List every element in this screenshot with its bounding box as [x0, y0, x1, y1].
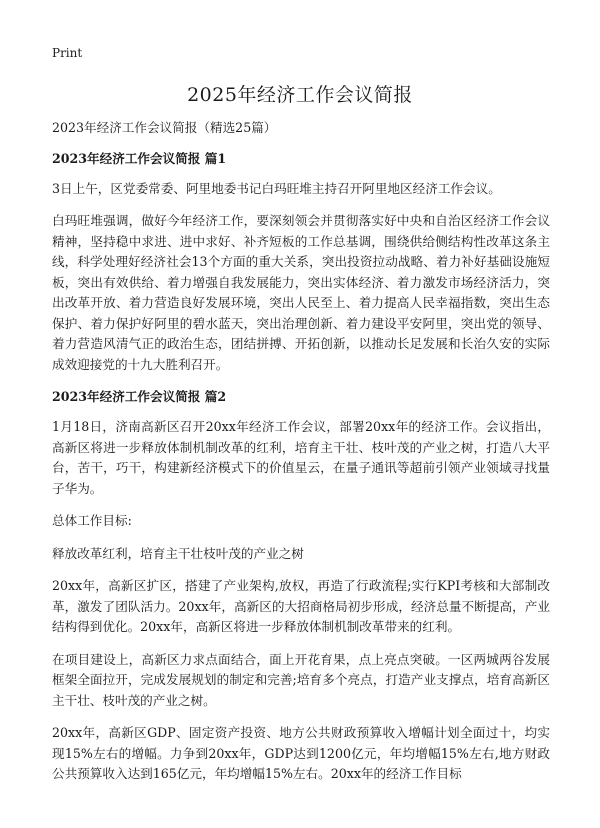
paragraph: 20xx年，高新区扩区，搭建了产业架构,放权，再造了行政流程;实行KPI考核和大部制改革，激发了团队活力。20xx年，高新区的大招商格局初步形成，经济总量不断提高，产业结构得到优化。20xx年，高新区将进一步释放体制机制改革带来的红利。 — [52, 578, 550, 634]
print-link[interactable]: Print — [52, 46, 83, 60]
paragraph: 20xx年，高新区GDP、固定资产投资、地方公共财政预算收入增幅计划全面过十，均实现15%左右的增幅。力争到20xx年，GDP达到1200亿元，年均增幅15%左右,地方财政公共预算收入达到165亿元，年均增幅15%左右。20xx年的经济工作目标 — [52, 725, 550, 781]
article-subtitle: 2023年经济工作会议简报（精选25篇） — [52, 120, 277, 135]
paragraph: 释放改革红利，培育主干壮枝叶茂的产业之树 — [52, 545, 304, 561]
paragraph: 在项目建设上，高新区力求点面结合，面上开花育果，点上亮点突破。一区两城两谷发展框架全面拉开，完成发展规划的制定和完善;培育多个亮点，打造产业支撑点，培育高新区主干壮、枝叶茂的产业之树。 — [52, 651, 550, 708]
section-heading-2: 2023年经济工作会议简报 篇2 — [52, 389, 227, 404]
article-body — [52, 118, 550, 797]
paragraph: 总体工作目标: — [52, 513, 132, 528]
paragraph: 1月18日，济南高新区召开20xx年经济工作会议，部署20xx年的经济工作。会议指出，高新区将进一步释放体制机制改革的红利，培育主干壮、枝叶茂的产业之树，打造八大平台，苦干，巧干，构建新经济模式下的价值星云，在量子通讯等超前引领产业领域寻找量子华为。 — [52, 419, 550, 496]
paragraph: 白玛旺堆强调，做好今年经济工作，要深刻领会并贯彻落实好中央和自治区经济工作会议精神，坚持稳中求进、进中求好、补齐短板的工作总基调，围绕供给侧结构性改革这条主线，科学处理好经济社会13个方面的重大关系，突出投资拉动战略、着力补好基础设施短板，突出有效供给、着力增强自我发展能力，突出实体经济、着力激发市场经济活力，突出改革开放、着力营造良好发展环境，突出人民至上、着力提高人民幸福指数，突出生态保护、着力保护好阿里的碧水蓝天，突出治理创新、着力建设平安阿里，突出党的领导、着力营造风清气正的政治生态，团结拼搏、开拓创新，以推动长足发展和长治久安的实际成效迎接党的十九大胜利召开。 — [52, 213, 550, 372]
document-title: 2025年经济工作会议简报 — [187, 84, 413, 106]
section-heading-1: 2023年经济工作会议简报 篇1 — [52, 150, 227, 166]
paragraph: 3日上午，区党委常委、阿里地委书记白玛旺堆主持召开阿里地区经济工作会议。 — [52, 180, 501, 196]
